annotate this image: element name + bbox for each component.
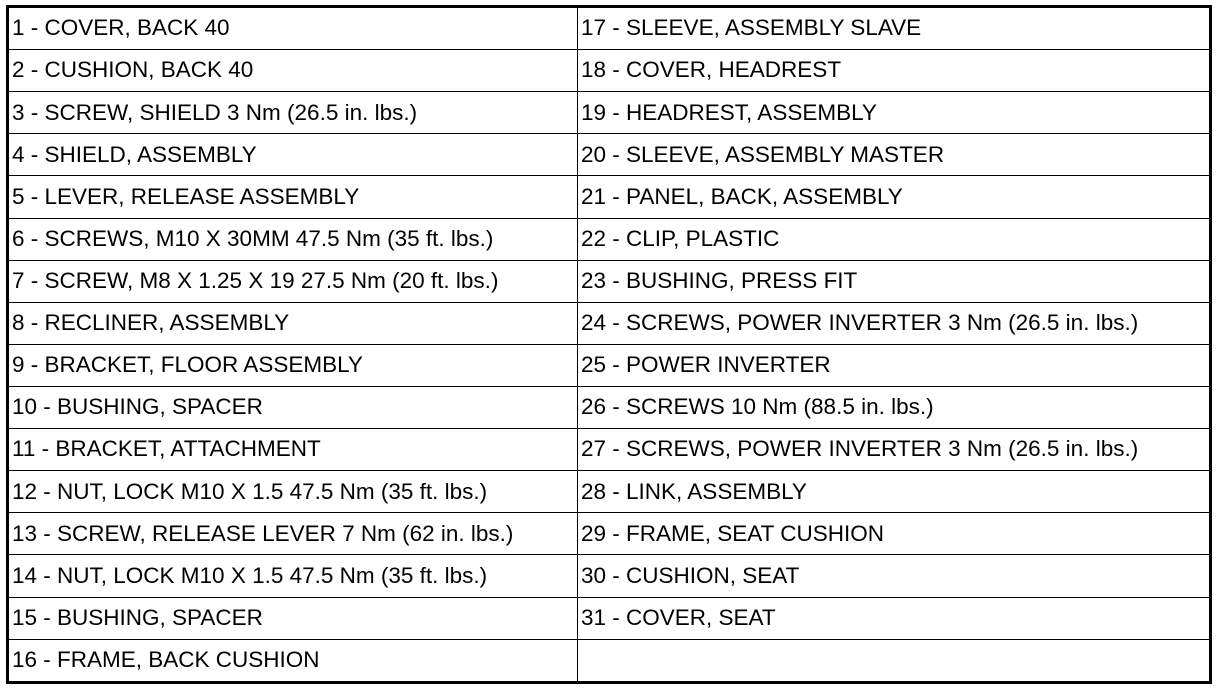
parts-legend-cell: 16 - FRAME, BACK CUSHION (8, 639, 578, 682)
parts-legend-cell: 12 - NUT, LOCK M10 X 1.5 47.5 Nm (35 ft. lbs.) (8, 471, 578, 513)
table-row (8, 7, 1211, 50)
parts-legend-cell: 17 - SLEEVE, ASSEMBLY SLAVE (578, 7, 1211, 50)
parts-legend-cell: 28 - LINK, ASSEMBLY (578, 471, 1211, 513)
parts-legend-cell: 4 - SHIELD, ASSEMBLY (8, 134, 578, 176)
table-row (8, 555, 1211, 597)
parts-legend-cell: 7 - SCREW, M8 X 1.25 X 19 27.5 Nm (20 ft. lbs.) (8, 260, 578, 302)
parts-legend-cell: 21 - PANEL, BACK, ASSEMBLY (578, 176, 1211, 218)
parts-legend-cell: 20 - SLEEVE, ASSEMBLY MASTER (578, 134, 1211, 176)
parts-legend-cell (578, 639, 1211, 682)
parts-legend-cell: 24 - SCREWS, POWER INVERTER 3 Nm (26.5 in. lbs.) (578, 302, 1211, 344)
table-row (8, 429, 1211, 471)
parts-legend-cell: 14 - NUT, LOCK M10 X 1.5 47.5 Nm (35 ft. lbs.) (8, 555, 578, 597)
table-row (8, 302, 1211, 344)
table-row (8, 471, 1211, 513)
table-row (8, 597, 1211, 639)
table-row (8, 218, 1211, 260)
parts-legend-cell: 31 - COVER, SEAT (578, 597, 1211, 639)
parts-legend-cell: 23 - BUSHING, PRESS FIT (578, 260, 1211, 302)
parts-legend-cell: 13 - SCREW, RELEASE LEVER 7 Nm (62 in. lbs.) (8, 513, 578, 555)
parts-legend-cell: 8 - RECLINER, ASSEMBLY (8, 302, 578, 344)
parts-legend-cell: 10 - BUSHING, SPACER (8, 387, 578, 429)
parts-legend-cell: 11 - BRACKET, ATTACHMENT (8, 429, 578, 471)
table-row (8, 50, 1211, 92)
parts-legend-cell: 22 - CLIP, PLASTIC (578, 218, 1211, 260)
parts-legend-cell: 27 - SCREWS, POWER INVERTER 3 Nm (26.5 in. lbs.) (578, 429, 1211, 471)
table-row (8, 387, 1211, 429)
parts-legend-cell: 3 - SCREW, SHIELD 3 Nm (26.5 in. lbs.) (8, 92, 578, 134)
table-row (8, 260, 1211, 302)
parts-legend-cell: 9 - BRACKET, FLOOR ASSEMBLY (8, 344, 578, 386)
parts-legend-table (6, 5, 1212, 684)
table-row (8, 639, 1211, 682)
parts-legend-cell: 29 - FRAME, SEAT CUSHION (578, 513, 1211, 555)
table-row (8, 134, 1211, 176)
table-row (8, 513, 1211, 555)
parts-legend-cell: 2 - CUSHION, BACK 40 (8, 50, 578, 92)
parts-legend-cell: 19 - HEADREST, ASSEMBLY (578, 92, 1211, 134)
parts-legend-cell: 30 - CUSHION, SEAT (578, 555, 1211, 597)
parts-legend-cell: 18 - COVER, HEADREST (578, 50, 1211, 92)
table-row (8, 92, 1211, 134)
parts-legend-cell: 26 - SCREWS 10 Nm (88.5 in. lbs.) (578, 387, 1211, 429)
parts-legend-cell: 6 - SCREWS, M10 X 30MM 47.5 Nm (35 ft. lbs.) (8, 218, 578, 260)
parts-legend-cell: 15 - BUSHING, SPACER (8, 597, 578, 639)
parts-legend-cell: 5 - LEVER, RELEASE ASSEMBLY (8, 176, 578, 218)
parts-legend-cell: 1 - COVER, BACK 40 (8, 7, 578, 50)
table-row (8, 344, 1211, 386)
table-row (8, 176, 1211, 218)
parts-legend-cell: 25 - POWER INVERTER (578, 344, 1211, 386)
